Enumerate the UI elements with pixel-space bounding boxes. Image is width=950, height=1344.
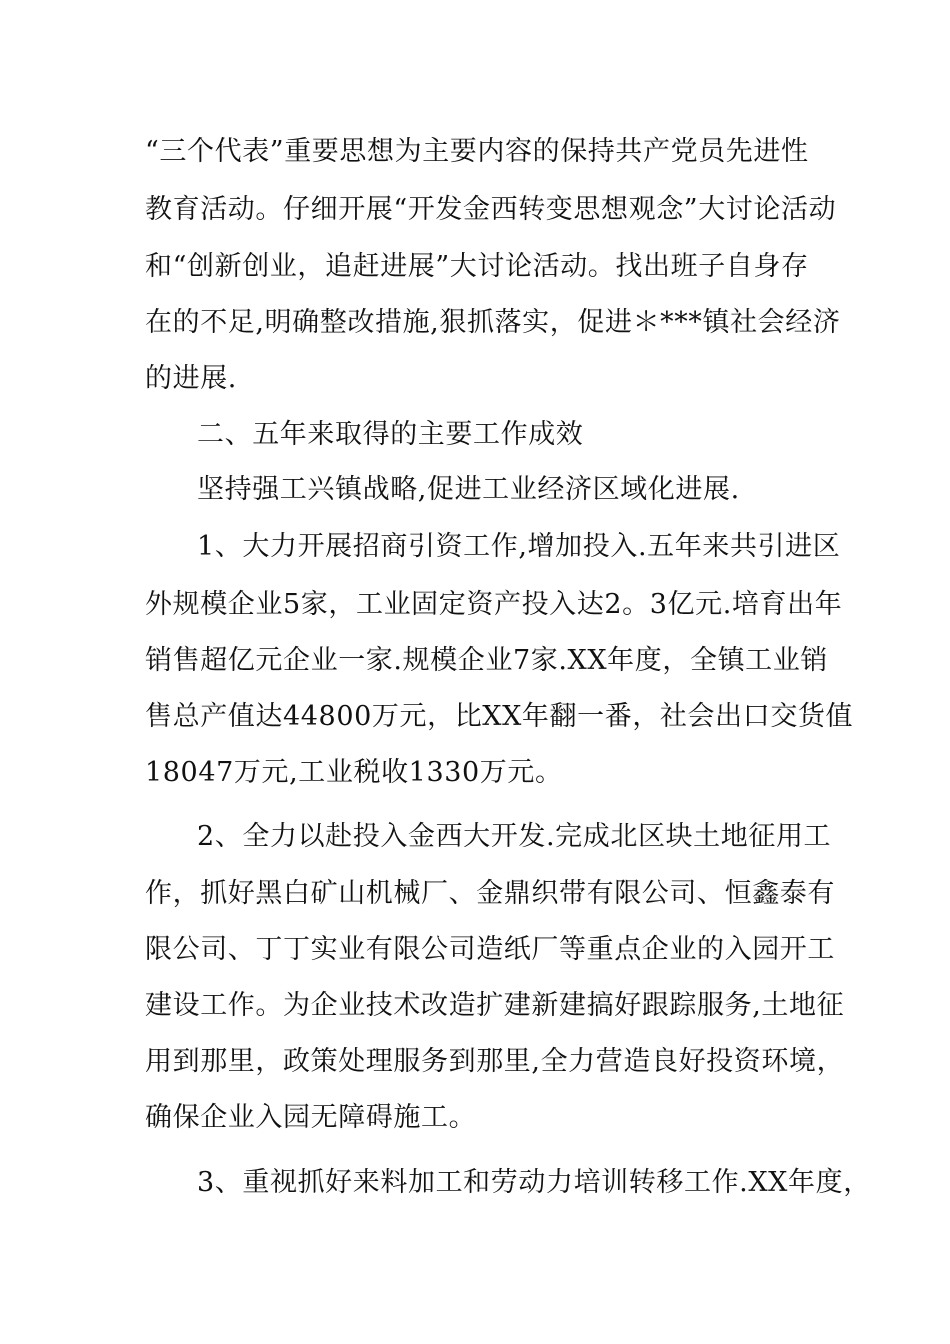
text-line-13: 2、全力以赴投入金西大开发.完成北区块土地征用工 [197, 821, 832, 852]
text-line-18: 确保企业入园无障碍施工。 [145, 1102, 477, 1133]
text-line-5: 的进展. [145, 363, 237, 394]
text-line-8: 1、大力开展招商引资工作,增加投入.五年来共引进区 [197, 531, 841, 562]
text-line-14: 作，抓好黑白矿山机械厂、金鼎织带有限公司、恒鑫泰有 [145, 878, 835, 909]
text-line-9: 外规模企业5家，工业固定资产投入达2。3亿元.培育出年 [145, 589, 843, 620]
text-line-19: 3、重视抓好来料加工和劳动力培训转移工作.XX年度， [197, 1167, 871, 1198]
text-line-17: 用到那里，政策处理服务到那里,全力营造良好投资环境， [145, 1046, 845, 1077]
section-heading: 二、五年来取得的主要工作成效 [197, 419, 584, 450]
text-line-4: 在的不足,明确整改措施,狠抓落实，促进＊***镇社会经济 [145, 307, 841, 338]
text-line-11: 售总产值达44800万元，比XX年翻一番，社会出口交货值 [145, 701, 854, 732]
text-line-10: 销售超亿元企业一家.规模企业7家.XX年度，全镇工业销 [145, 645, 828, 676]
text-line-1: “三个代表”重要思想为主要内容的保持共产党员先进性 [145, 136, 809, 167]
text-line-16: 建设工作。为企业技术改造扩建新建搞好跟踪服务,土地征 [145, 990, 845, 1021]
text-line-12: 18047万元,工业税收1330万元。 [145, 757, 563, 788]
text-line-7: 坚持强工兴镇战略,促进工业经济区域化进展. [197, 474, 740, 505]
text-line-15: 限公司、丁丁实业有限公司造纸厂等重点企业的入园开工 [145, 934, 835, 965]
text-line-3: 和“创新创业，追赶进展”大讨论活动。找出班子自身存 [145, 251, 809, 282]
text-line-2: 教育活动。仔细开展“开发金西转变思想观念”大讨论活动 [145, 194, 837, 225]
